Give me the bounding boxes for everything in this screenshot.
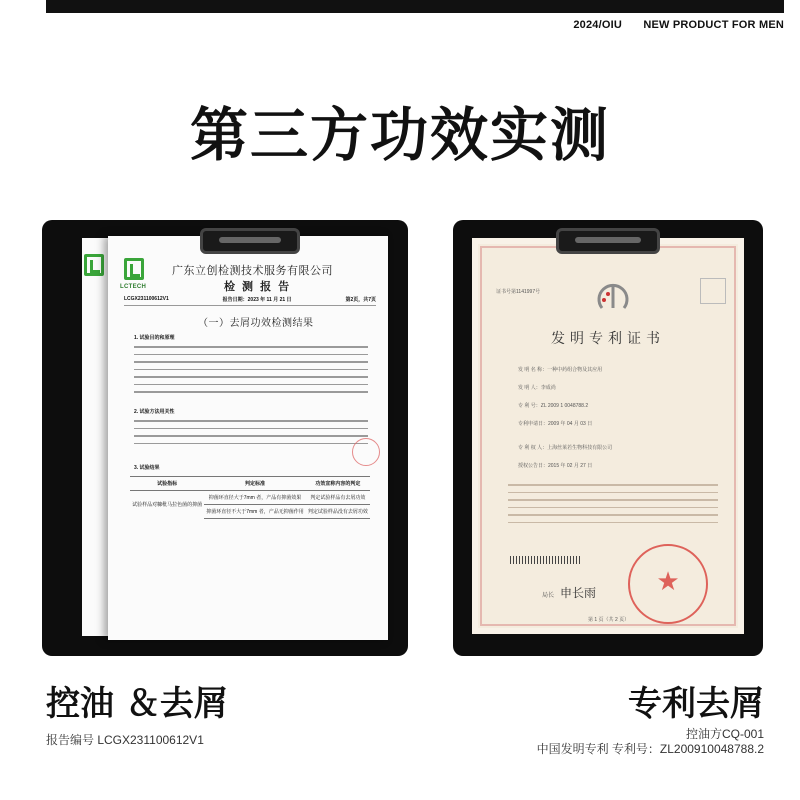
red-seal-icon: [352, 438, 380, 466]
test-report-page: [108, 236, 388, 640]
table-header: 判定标准: [204, 477, 306, 491]
company-name: 广东立创检测技术服务有限公司: [172, 265, 333, 277]
patent-field: 发 明 名 称：一种中药组合物及其应用: [518, 367, 603, 373]
patent-field: 授权公告日：2015 年 02 月 27 日: [518, 463, 593, 469]
patent-office-emblem-icon: [596, 280, 630, 310]
patent-field: 发 明 人：李成尚: [518, 385, 556, 391]
product-line: NEW PRODUCT FOR MEN: [643, 19, 784, 31]
year-brand: 2024/OIU: [573, 19, 623, 31]
lctech-logo-icon: [124, 258, 144, 280]
section-2-heading: 2. 试验方法用关性: [134, 409, 175, 415]
report-page: 第2页，共7页: [345, 297, 376, 303]
patent-field: 专 利 号：ZL 2009 1 0048788.2: [518, 403, 589, 409]
official-seal-icon: [628, 544, 708, 624]
section-title: （一）去屑功效检测结果: [198, 318, 314, 329]
top-bar: [46, 0, 784, 13]
patent-certificate: [472, 238, 744, 634]
certificate-number: 证书号第1141997号: [496, 289, 541, 295]
formula-code: 控油方CQ-001: [685, 727, 764, 741]
barcode-icon: [510, 556, 580, 564]
left-caption-title: 控油 ＆去屑: [46, 684, 228, 724]
signature: [542, 584, 596, 601]
report-number: LCGX231100612V1: [124, 296, 169, 302]
table-cell: 判定试验样品没有去屑功效: [306, 505, 370, 519]
signature-name: 申长雨: [560, 586, 597, 600]
clipboard-clip-icon: [200, 228, 300, 254]
logo-text: LCTECH: [120, 284, 147, 290]
section-2-text: [134, 420, 368, 450]
stamp-icon: [700, 278, 726, 304]
section-3-heading: 3. 试验结果: [134, 465, 160, 471]
clipboard-clip-icon: [556, 228, 660, 254]
results-table: [130, 476, 370, 519]
report-date: 报告日期：2023 年 11 月 21 日: [222, 297, 292, 303]
table-cell: 试验样品对糠秕马拉色菌的抑菌: [130, 491, 204, 519]
table-row: [130, 491, 370, 505]
patent-field: 专 利 权 人：上海丝莱若生物科技有限公司: [518, 445, 613, 451]
tagline: [555, 19, 784, 31]
report-title: 检 测 报 告: [224, 281, 292, 293]
left-caption-subtitle: 报告编号 LCGX231100612V1: [46, 733, 204, 747]
section-1-heading: 1. 试验目的和原理: [134, 335, 175, 341]
lctech-logo-icon: [84, 254, 104, 276]
table-header-row: [130, 477, 370, 491]
patent-body-text: [508, 484, 718, 529]
signature-label: 局长: [542, 593, 555, 599]
page-note: 第 1 页（共 2 页）: [588, 617, 630, 623]
table-cell: 判定试验样品有去屑功效: [306, 491, 370, 505]
patent-title: 发明专利证书: [551, 331, 665, 347]
report-meta: [124, 296, 376, 306]
patent-number: 中国发明专利 专利号：ZL200910048788.2: [536, 742, 764, 756]
headline: 第三方功效实测: [189, 101, 610, 169]
patent-field: 专利申请日：2009 年 04 月 03 日: [518, 421, 593, 427]
table-cell: 抑菌环直径大于7mm 者，产品有抑菌效果: [204, 491, 306, 505]
right-caption-subtitle: [537, 727, 764, 757]
right-caption-title: 专利去屑: [628, 684, 764, 724]
table-header: 功效宣称内容的判定: [306, 477, 370, 491]
section-1-text: [134, 346, 368, 399]
table-header: 试验指标: [130, 477, 204, 491]
table-cell: 抑菌环直径不大于7mm 者，产品无抑菌作用: [204, 505, 306, 519]
